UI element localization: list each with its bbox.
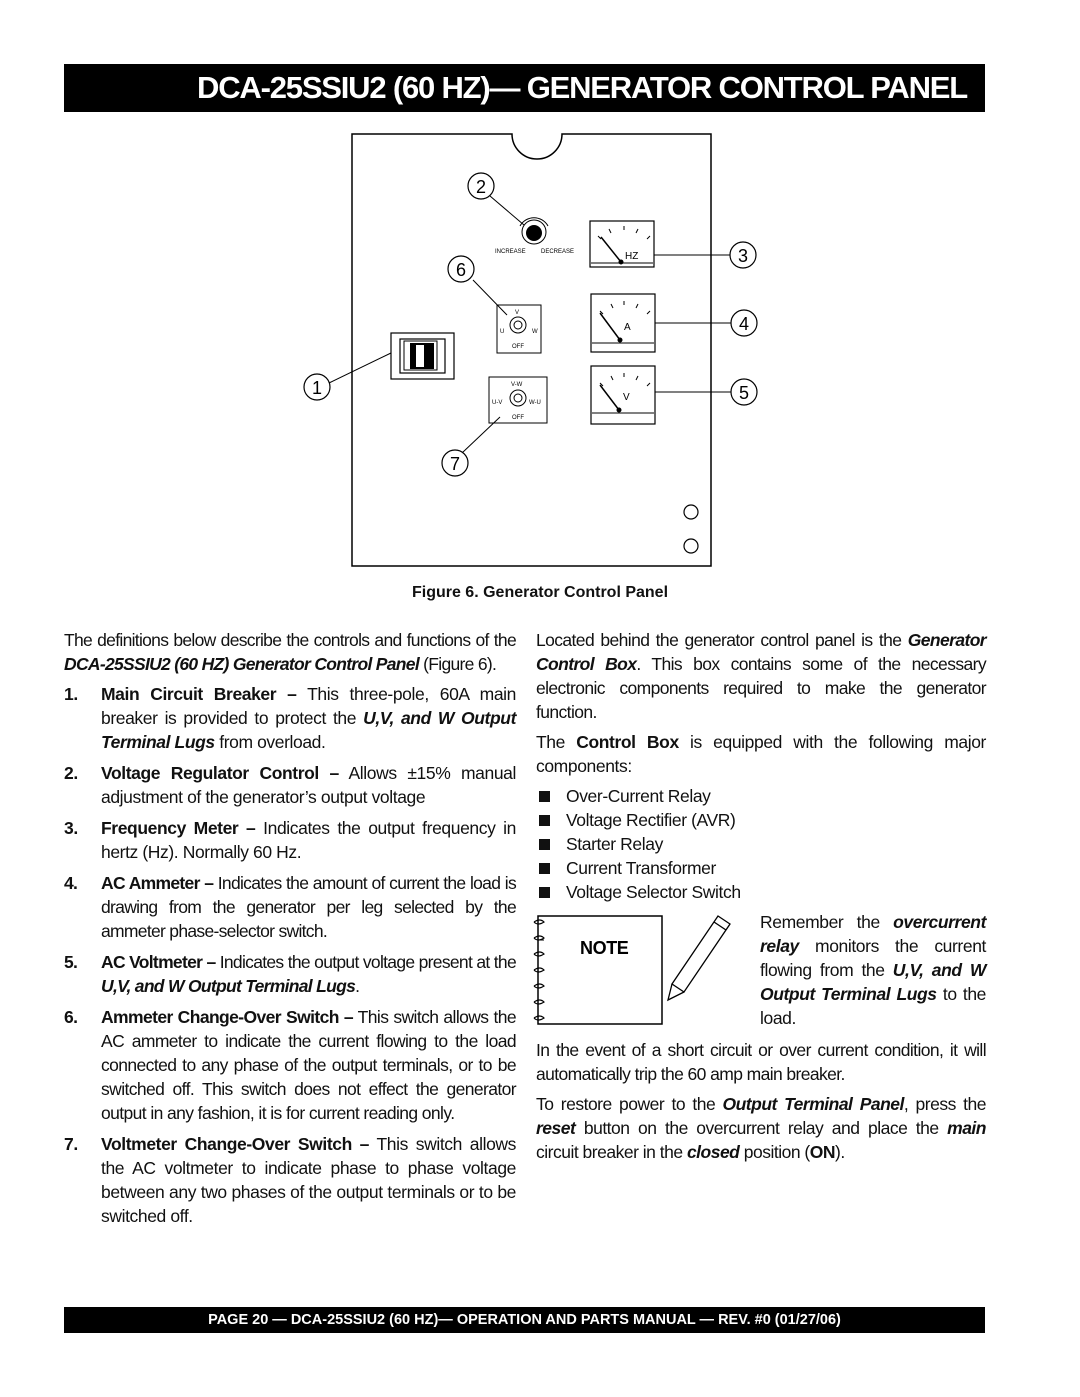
figure-caption: Figure 6. Generator Control Panel <box>411 584 669 601</box>
page-footer: PAGE 20 — DCA-25SSIU2 (60 HZ)— OPERATION AND PARTS MANUAL — REV. #0 (01/27/06) <box>64 1307 985 1333</box>
definition-item: 3. Frequency Meter – Indicates the output frequency in hertz (Hz). Normally 60 Hz. <box>64 818 516 862</box>
voltmeter-switch-uv: U-V <box>492 400 503 406</box>
ac-voltmeter <box>591 366 655 424</box>
trip-paragraph: In the event of a short circuit or over current condition, it will automatically trip the 60 amp main breaker. <box>536 1040 986 1084</box>
bullet-square-icon <box>539 839 550 850</box>
list-item: Starter Relay <box>536 832 986 856</box>
components-intro: The Control Box is equipped with the following major components: <box>536 732 986 776</box>
svg-text:2: 2 <box>475 177 487 197</box>
definition-item: 5. AC Voltmeter – Indicates the output voltage present at the U,V, and W Output Terminal Lugs. <box>64 952 516 996</box>
voltmeter-switch-off: OFF <box>512 415 524 421</box>
bullet-square-icon <box>539 863 550 874</box>
restore-paragraph: To restore power to the Output Terminal Panel, press the reset button on the overcurrent relay and place the main circuit breaker in the closed position (ON). <box>536 1094 986 1162</box>
svg-text:6: 6 <box>455 260 467 280</box>
callout-3 <box>730 242 756 268</box>
frequency-meter <box>590 221 654 267</box>
definition-item: 6. Ammeter Change-Over Switch – This switch allows the AC ammeter to indicate the current flowing to the load connected to any phase of the output terminals, or to be switched off. This switch does not effect the generator output in any fashion, it is for current reading only. <box>64 1007 516 1123</box>
bullet-square-icon <box>539 791 550 802</box>
ammeter-switch-v: V <box>515 310 520 316</box>
page-title: DCA-25SSIU2 (60 HZ)— GENERATOR CONTROL PANEL <box>64 64 985 112</box>
frequency-meter-label: HZ <box>625 251 639 262</box>
list-item: Over-Current Relay <box>536 784 986 808</box>
decrease-label: DECREASE <box>541 249 575 255</box>
control-box-paragraph: Located behind the generator control panel is the Generator Control Box. This box contains some of the necessary electronic components required to make the generator function. <box>536 630 986 722</box>
right-column <box>536 628 986 1170</box>
voltage-regulator-knob[interactable] <box>520 218 548 244</box>
panel-hole <box>684 539 698 553</box>
voltmeter-switch-vw: V-W <box>511 382 523 388</box>
bullet-square-icon <box>539 815 550 826</box>
note-text: Remember the overcurrent relay monitors the current flowing from the U,V, and W Output Terminal Lugs to the load. <box>760 912 986 1028</box>
voltmeter-switch-wu: W-U <box>529 400 541 406</box>
ammeter-label: A <box>624 322 631 333</box>
notepad-pencil-icon <box>532 910 752 1032</box>
ac-ammeter <box>591 294 655 352</box>
callout-1 <box>304 374 330 400</box>
panel-outline <box>352 134 711 566</box>
svg-text:4: 4 <box>738 314 750 334</box>
ammeter-switch-off: OFF <box>512 344 524 350</box>
svg-text:1: 1 <box>311 378 323 398</box>
ammeter-switch-u: U <box>500 329 505 335</box>
note-block <box>536 910 986 1032</box>
svg-text:7: 7 <box>449 454 461 474</box>
callout-7 <box>442 450 468 476</box>
voltmeter-change-over-switch[interactable] <box>489 377 547 423</box>
voltmeter-label: V <box>623 392 630 403</box>
left-column <box>64 628 516 1235</box>
callout-6 <box>448 256 474 282</box>
control-definitions <box>64 682 516 1228</box>
panel-hole <box>684 505 698 519</box>
component-list <box>536 784 986 904</box>
svg-text:3: 3 <box>737 246 749 266</box>
control-panel-figure <box>300 128 780 578</box>
callout-4 <box>731 310 757 336</box>
intro-paragraph: The definitions below describe the controls and functions of the DCA-25SSIU2 (60 HZ) Generator Control Panel (Figure 6). <box>64 630 516 674</box>
ammeter-switch-w: W <box>532 329 538 335</box>
callout-2 <box>468 173 494 199</box>
callout-5 <box>731 379 757 405</box>
list-item: Current Transformer <box>536 856 986 880</box>
definition-item: 4. AC Ammeter – Indicates the amount of current the load is drawing from the generator per leg selected by the ammeter phase-selector switch. <box>64 873 516 941</box>
svg-text:5: 5 <box>738 383 750 403</box>
list-item: Voltage Selector Switch <box>536 880 986 904</box>
list-item: Voltage Rectifier (AVR) <box>536 808 986 832</box>
bullet-square-icon <box>539 887 550 898</box>
definition-item: 1. Main Circuit Breaker – This three-pole, 60A main breaker is provided to protect the U,V, and W Output Terminal Lugs from overload. <box>64 684 516 752</box>
increase-label: INCREASE <box>495 249 526 255</box>
definition-item: 2. Voltage Regulator Control – Allows ±15% manual adjustment of the generator’s output voltage <box>64 763 516 807</box>
definition-item: 7. Voltmeter Change-Over Switch – This switch allows the AC voltmeter to indicate phase to phase voltage between any two phases of the output terminals or to be switched off. <box>64 1134 516 1226</box>
note-label: NOTE <box>580 938 629 958</box>
main-circuit-breaker[interactable] <box>391 333 454 379</box>
